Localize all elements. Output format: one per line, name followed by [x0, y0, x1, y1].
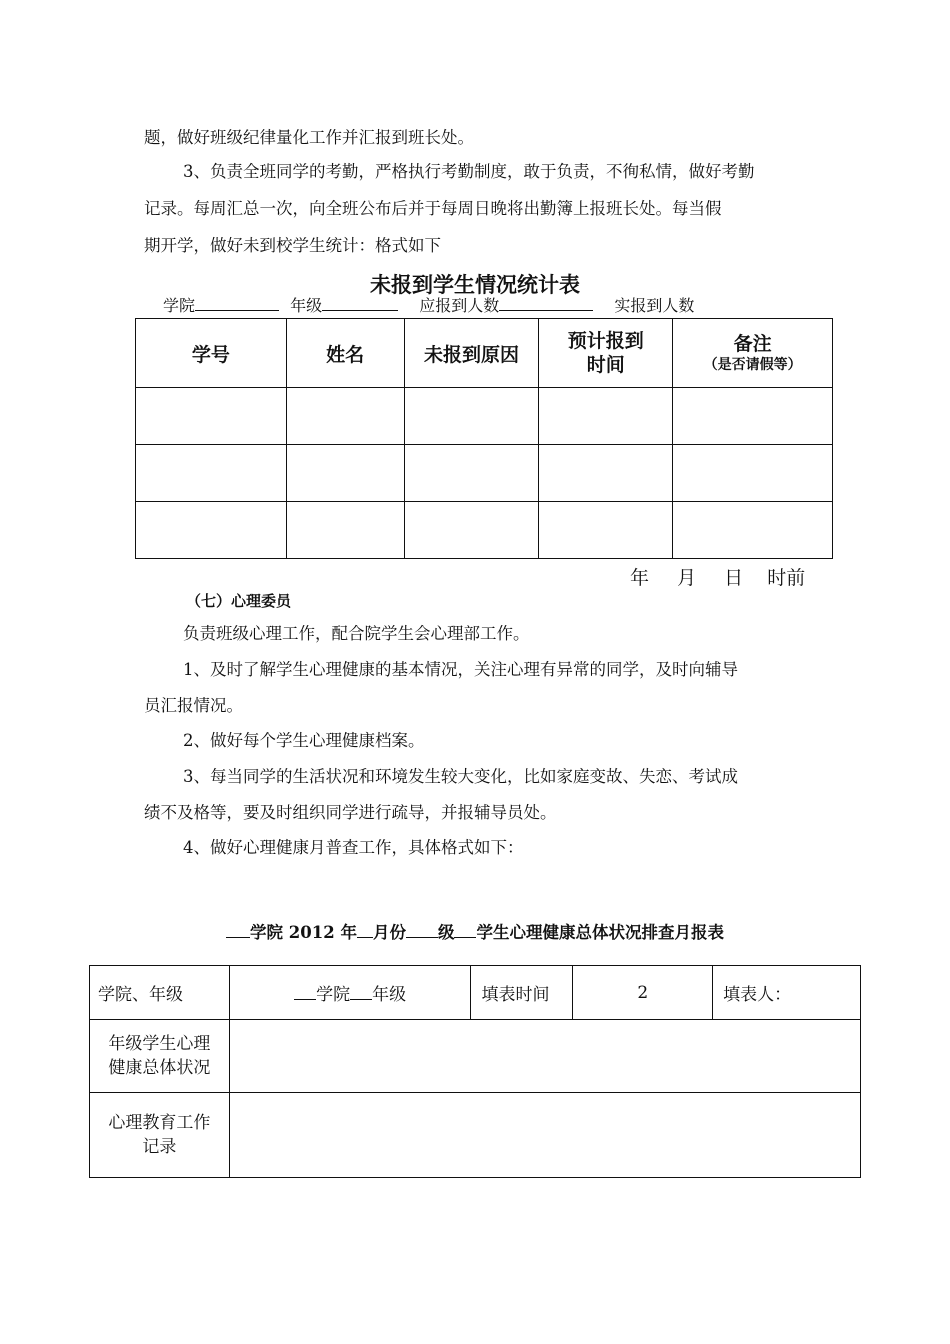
fill-time-value[interactable]: 2: [573, 966, 713, 1020]
record-label-line1: 心理教育工作: [108, 1113, 211, 1133]
title-part: 学生心理健康总体状况排查月报表: [476, 923, 724, 942]
field-blank: [499, 296, 593, 311]
table-cell[interactable]: [539, 445, 673, 502]
table-cell[interactable]: [136, 445, 287, 502]
record-content[interactable]: [229, 1093, 860, 1178]
status-content[interactable]: [229, 1020, 860, 1093]
field-expected-label: 应报到人数: [419, 296, 500, 315]
table-cell[interactable]: [136, 502, 287, 559]
paragraph-line: 负责班级心理工作，配合院学生会心理部工作。: [183, 624, 530, 643]
fill-time-label: 填表时间: [471, 966, 573, 1020]
status-label-line1: 年级学生心理: [108, 1034, 211, 1054]
title-blank: [406, 923, 438, 938]
title-blank: [357, 923, 373, 938]
paragraph-line: 员汇报情况。: [144, 696, 243, 715]
table-cell[interactable]: [404, 388, 539, 445]
paragraph-line: 期开学，做好未到校学生统计：格式如下: [144, 236, 441, 255]
table-cell[interactable]: [286, 445, 404, 502]
field-grade-label: 年级: [290, 296, 323, 315]
status-label: [90, 1020, 230, 1093]
table-cell[interactable]: [136, 388, 287, 445]
paragraph-line: 4、做好心理健康月普查工作，具体格式如下：: [183, 838, 524, 857]
table-row: [136, 388, 833, 445]
table-cell[interactable]: [539, 388, 673, 445]
field-blank: [322, 296, 398, 311]
status-label-line2: 健康总体状况: [108, 1058, 211, 1078]
footer-day: 日: [724, 567, 744, 589]
header-expected-line2: 时间: [586, 354, 625, 376]
title-part: 月份: [372, 923, 406, 942]
paragraph-line: 1、及时了解学生心理健康的基本情况，关注心理有异常的同学，及时向辅导: [183, 660, 738, 679]
section-heading: （七）心理委员: [186, 592, 292, 610]
grade-text: 年级: [372, 985, 407, 1005]
college-grade-text: 学院、年级: [98, 985, 183, 1005]
header-reason: 未报到原因: [404, 319, 539, 388]
header-remarks-line1: 备注: [733, 333, 772, 355]
college-text: 学院: [316, 985, 351, 1005]
footer-year: 年: [630, 567, 650, 589]
table-row: [136, 445, 833, 502]
footer-hour: 时前: [767, 567, 806, 589]
paragraph-line: 题，做好班级纪律量化工作并汇报到班长处。: [144, 128, 474, 147]
title-blank: [226, 923, 250, 938]
absent-table-title: 未报到学生情况统计表: [370, 273, 580, 297]
absent-table-date-footer: [630, 563, 805, 590]
table-row: [136, 502, 833, 559]
table-cell[interactable]: [286, 502, 404, 559]
table-cell[interactable]: [673, 445, 833, 502]
record-label: [90, 1093, 230, 1178]
header-student-id: 学号: [136, 319, 287, 388]
table-cell[interactable]: [404, 445, 539, 502]
table-cell[interactable]: [673, 388, 833, 445]
title-part: 级: [437, 923, 455, 942]
college-grade-value[interactable]: [229, 966, 471, 1020]
blank: [294, 985, 316, 1000]
paragraph-line: 3、负责全班同学的考勤，严格执行考勤制度，敢于负责，不徇私情，做好考勤: [183, 162, 755, 181]
record-label-line2: 记录: [142, 1137, 177, 1157]
table-cell[interactable]: [539, 502, 673, 559]
header-remarks: [673, 319, 833, 388]
header-expected-line1: 预计报到: [567, 330, 644, 352]
field-blank: [195, 296, 279, 311]
table-cell[interactable]: [673, 502, 833, 559]
paragraph-line: 2、做好每个学生心理健康档案。: [183, 731, 425, 750]
title-part: 学院 2012 年: [250, 923, 357, 942]
table-cell[interactable]: [404, 502, 539, 559]
blank: [350, 985, 372, 1000]
monthly-report-table: [89, 965, 861, 1178]
paragraph-line: 绩不及格等，要及时组织同学进行疏导，并报辅导员处。: [144, 803, 557, 822]
paragraph-line: 记录。每周汇总一次，向全班公布后并于每周日晚将出勤簿上报班长处。每当假: [144, 199, 722, 218]
monthly-table-title: [0, 919, 950, 943]
absent-student-table: [135, 318, 833, 559]
title-blank: [454, 923, 476, 938]
header-expected-time: [539, 319, 673, 388]
field-actual-label: 实报到人数: [614, 296, 695, 315]
paragraph-line: 3、每当同学的生活状况和环境发生较大变化，比如家庭变故、失恋、考试成: [183, 767, 738, 786]
header-name: 姓名: [286, 319, 404, 388]
table-cell[interactable]: [286, 388, 404, 445]
header-remarks-note: （是否请假等）: [703, 357, 802, 373]
footer-month: 月: [677, 567, 697, 589]
absent-table-fields: [163, 296, 694, 316]
college-grade-label: [90, 966, 230, 1020]
filler-label[interactable]: 填表人：: [713, 966, 861, 1020]
field-college-label: 学院: [163, 296, 196, 315]
